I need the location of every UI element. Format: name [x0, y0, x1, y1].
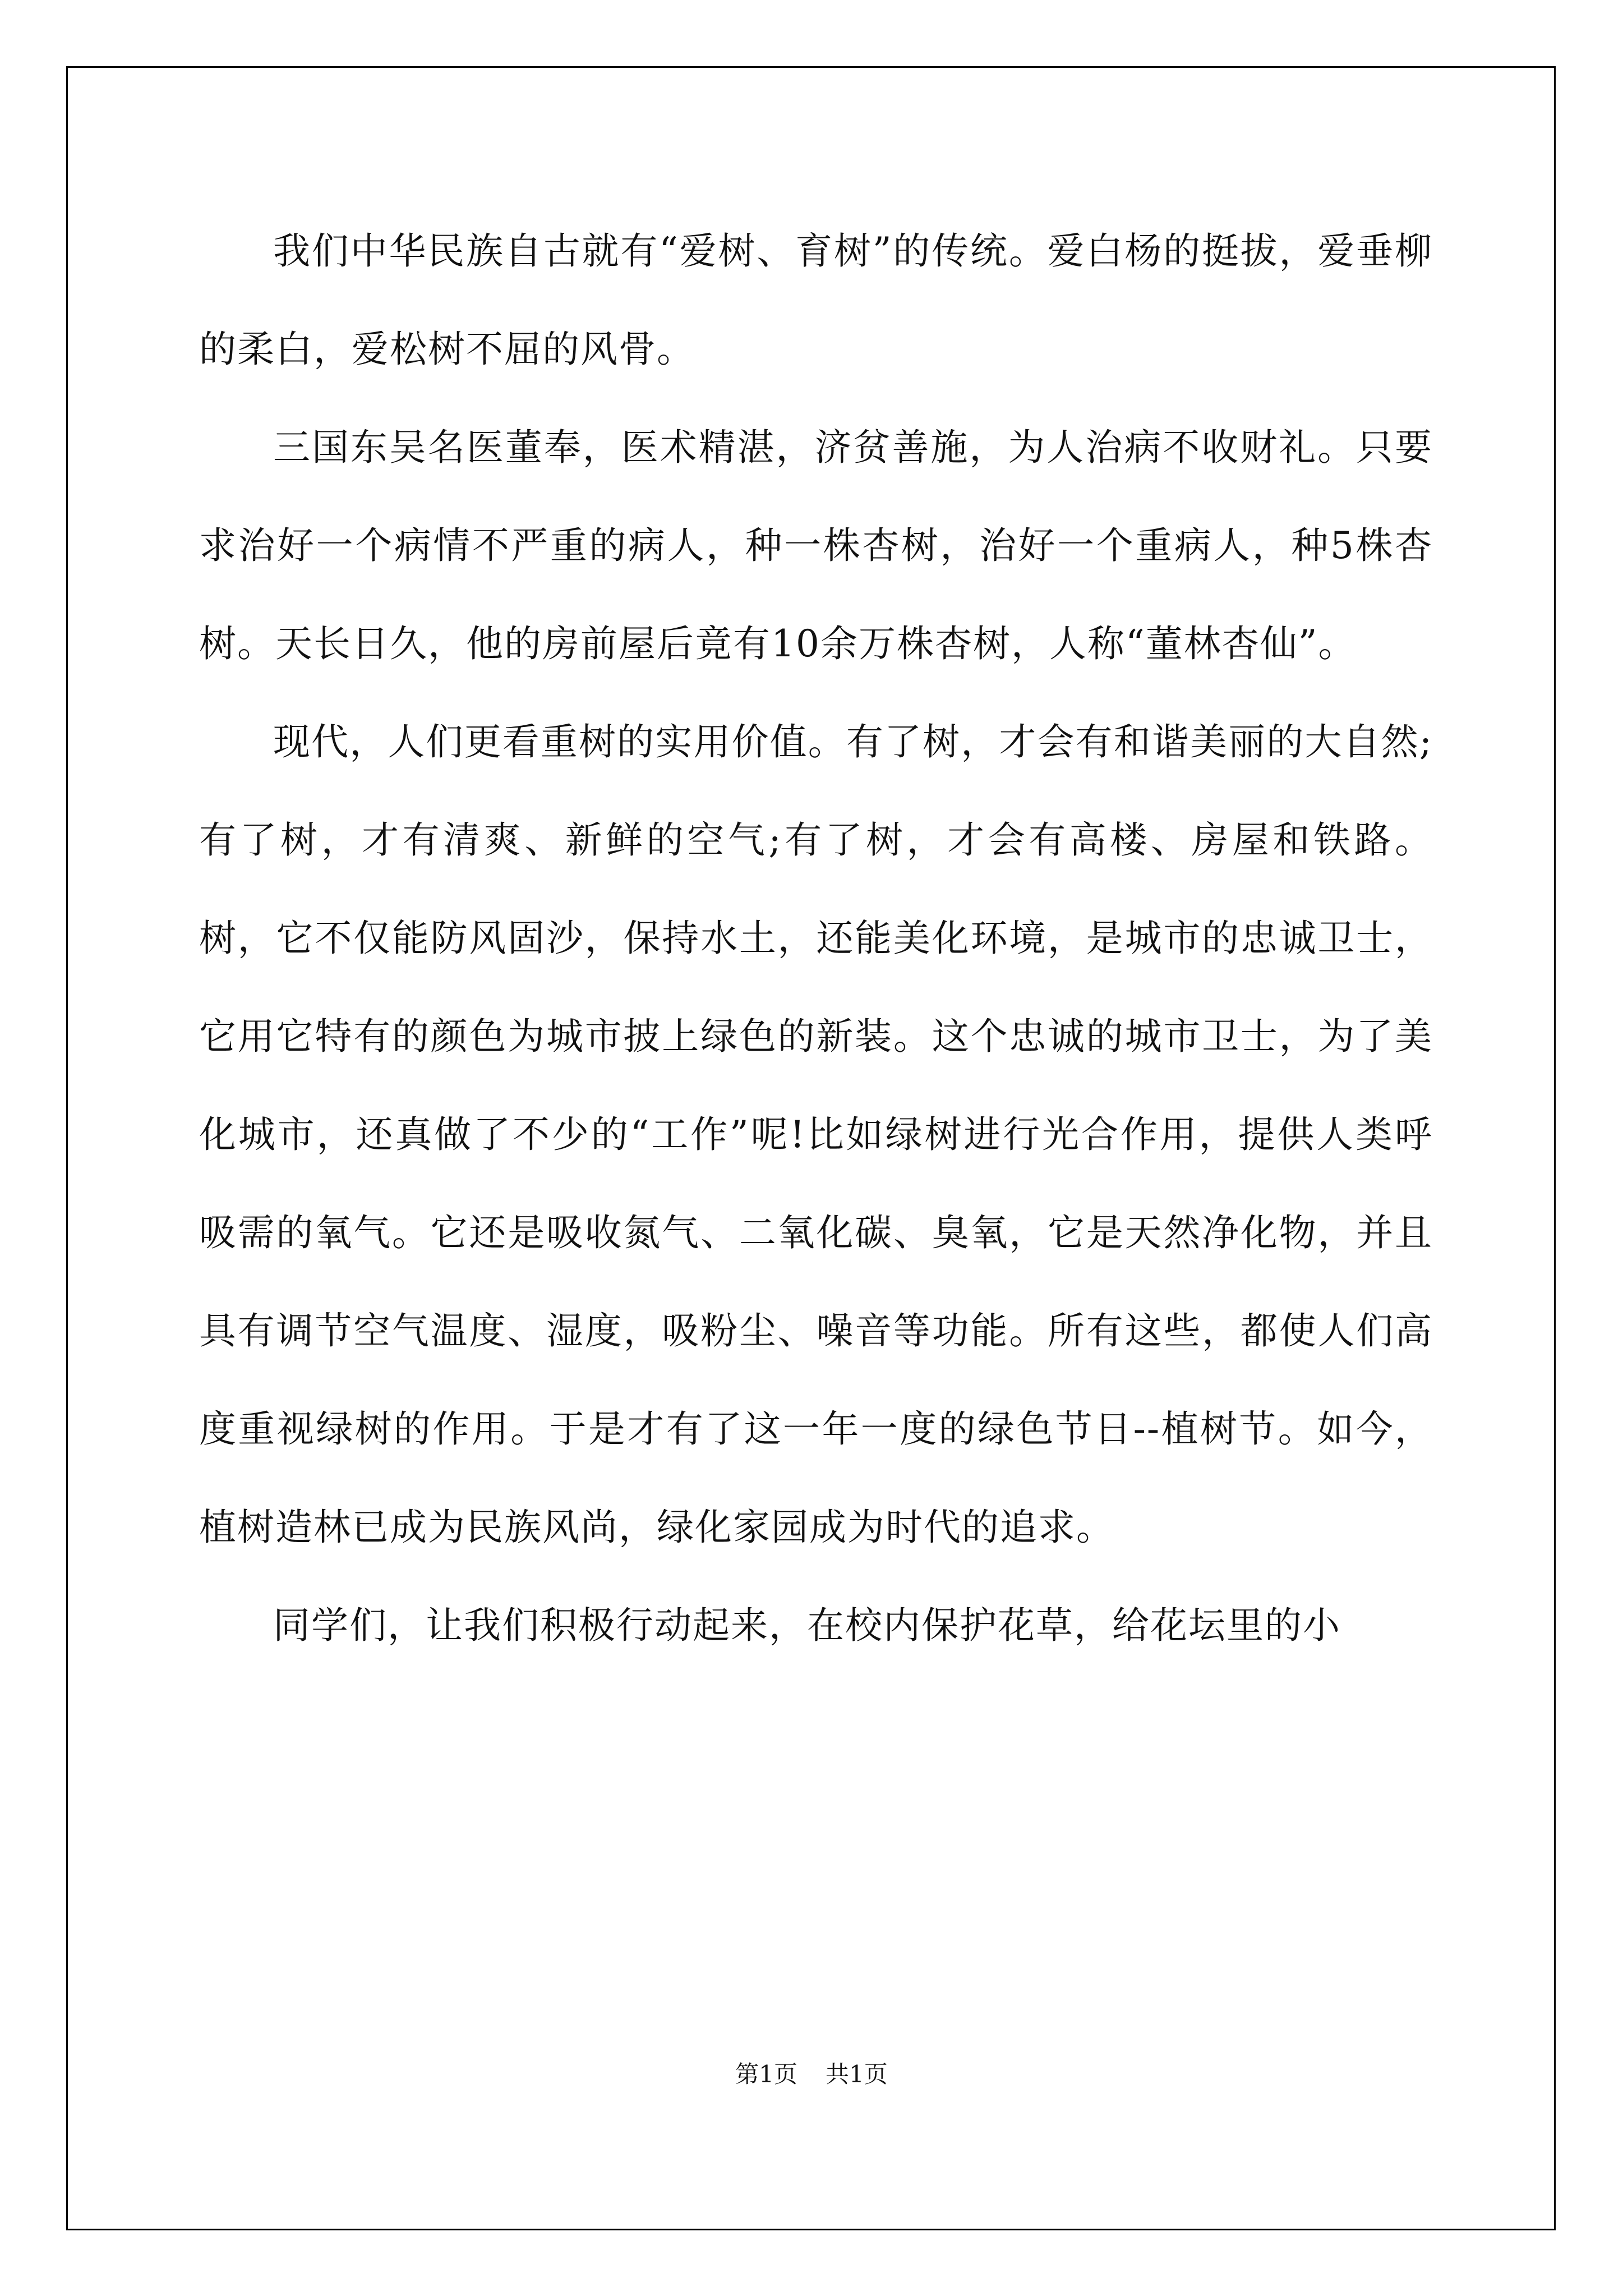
page-number: 第1页 — [735, 2060, 797, 2088]
page-footer — [0, 2056, 1623, 2090]
paragraph-1: 我们中华民族自古就有“爱树、育树”的传统。爱白杨的挺拔，爱垂柳的柔白，爱松树不屈的风骨。 — [199, 229, 1433, 371]
paragraph-2: 三国东吴名医董奉，医术精湛，济贫善施，为人治病不收财礼。只要求治好一个病情不严重的病人，种一株杏树，治好一个重病人，种5株杏树。天长日久，他的房前屋后竟有10余万株杏树，人称“董林杏仙”。 — [199, 426, 1433, 665]
paragraph-3: 现代，人们更看重树的实用价值。有了树，才会有和谐美丽的大自然;有了树，才有清爽、新鲜的空气;有了树，才会有高楼、房屋和铁路。树，它不仅能防风固沙，保持水土，还能美化环境，是城市的忠诚卫士，它用它特有的颜色为城市披上绿色的新装。这个忠诚的城市卫士，为了美化城市，还真做了不少的“工作”呢!比如绿树进行光合作用，提供人类呼吸需的氧气。它还是吸收氮气、二氧化碳、臭氧，它是天然净化物，并且具有调节空气温度、湿度，吸粉尘、噪音等功能。所有这些，都使人们高度重视绿树的作用。于是才有了这一年一度的绿色节日--植树节。如今，植树造林已成为民族风尚，绿化家园成为时代的追求。 — [199, 720, 1433, 1549]
page-total: 共1页 — [826, 2060, 888, 2088]
paragraph-4: 同学们，让我们积极行动起来，在校内保护花草，给花坛里的小 — [273, 1604, 1341, 1647]
document-body — [199, 202, 1433, 1674]
